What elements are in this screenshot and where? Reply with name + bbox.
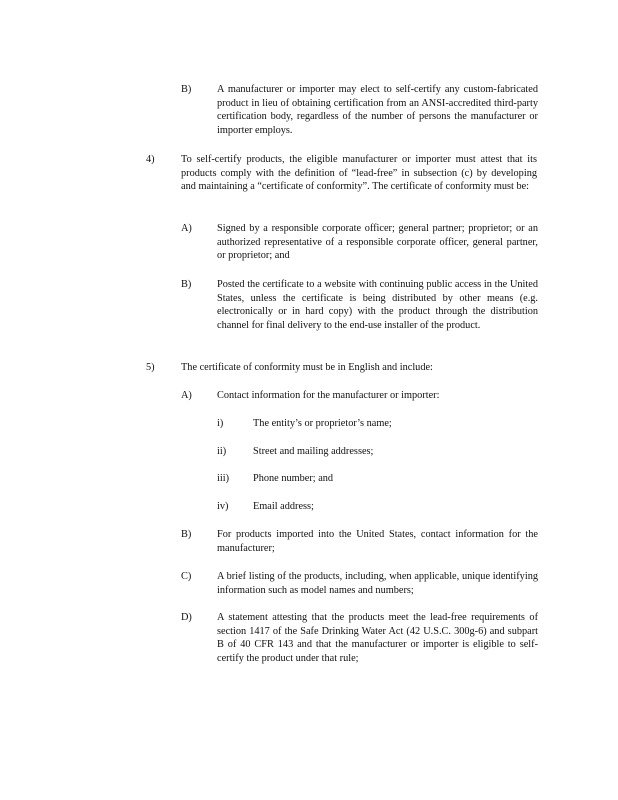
- item-text: A manufacturer or importer may elect to self-certify any custom-fabricated product in lieu of obtaining certification from an ANSI-accredited third-party certification body, regardless of the number of persons the manufacturer or importer employs.: [217, 84, 538, 136]
- item-marker: B): [181, 279, 192, 290]
- item-text: The certificate of conformity must be in English and include:: [181, 362, 433, 373]
- item-text: A brief listing of the products, including, when applicable, unique identifying information such as model names and numbers;: [217, 571, 538, 596]
- item-marker: A): [181, 223, 192, 234]
- item-text: To self-certify products, the eligible manufacturer or importer must attest that its products comply with the definition of “lead-free” in subsection (c) by developing and maintaining a “certificate of conformity”. The certificate of conformity must be:: [181, 154, 537, 193]
- item-marker: iii): [217, 473, 230, 484]
- item-marker: 5): [146, 362, 155, 373]
- item-text: Contact information for the manufacturer or importer:: [217, 390, 440, 401]
- item-marker: D): [181, 612, 192, 623]
- item-text: Phone number; and: [253, 473, 334, 484]
- item-marker: i): [217, 418, 224, 429]
- item-text: The entity’s or proprietor’s name;: [253, 418, 392, 429]
- item-marker: C): [181, 571, 192, 582]
- item-marker: iv): [217, 501, 229, 512]
- item-text: A statement attesting that the products meet the lead-free requirements of section 1417 of the Safe Drinking Water Act (42 U.S.C. 300g-6) and subpart B of 40 CFR 143 and that the manufacturer or importer is eligible to self-certify the product under that rule;: [217, 612, 538, 664]
- item-text: Signed by a responsible corporate officer; general partner; proprietor; or an authorized representative of a responsible corporate officer, general partner, or proprietor; and: [217, 223, 538, 262]
- item-text: Street and mailing addresses;: [253, 446, 374, 457]
- item-marker: A): [181, 390, 192, 401]
- item-marker: B): [181, 84, 192, 95]
- item-marker: B): [181, 529, 192, 540]
- item-text: Email address;: [253, 501, 314, 512]
- item-text: Posted the certificate to a website with continuing public access in the United States, unless the certificate is being distributed by other means (e.g. electronically or in hard copy) with the product through the distribution channel for final delivery to the end-use installer of the product.: [217, 279, 538, 331]
- item-marker: 4): [146, 154, 155, 165]
- item-marker: ii): [217, 446, 227, 457]
- item-text: For products imported into the United States, contact information for the manufacturer;: [217, 529, 538, 554]
